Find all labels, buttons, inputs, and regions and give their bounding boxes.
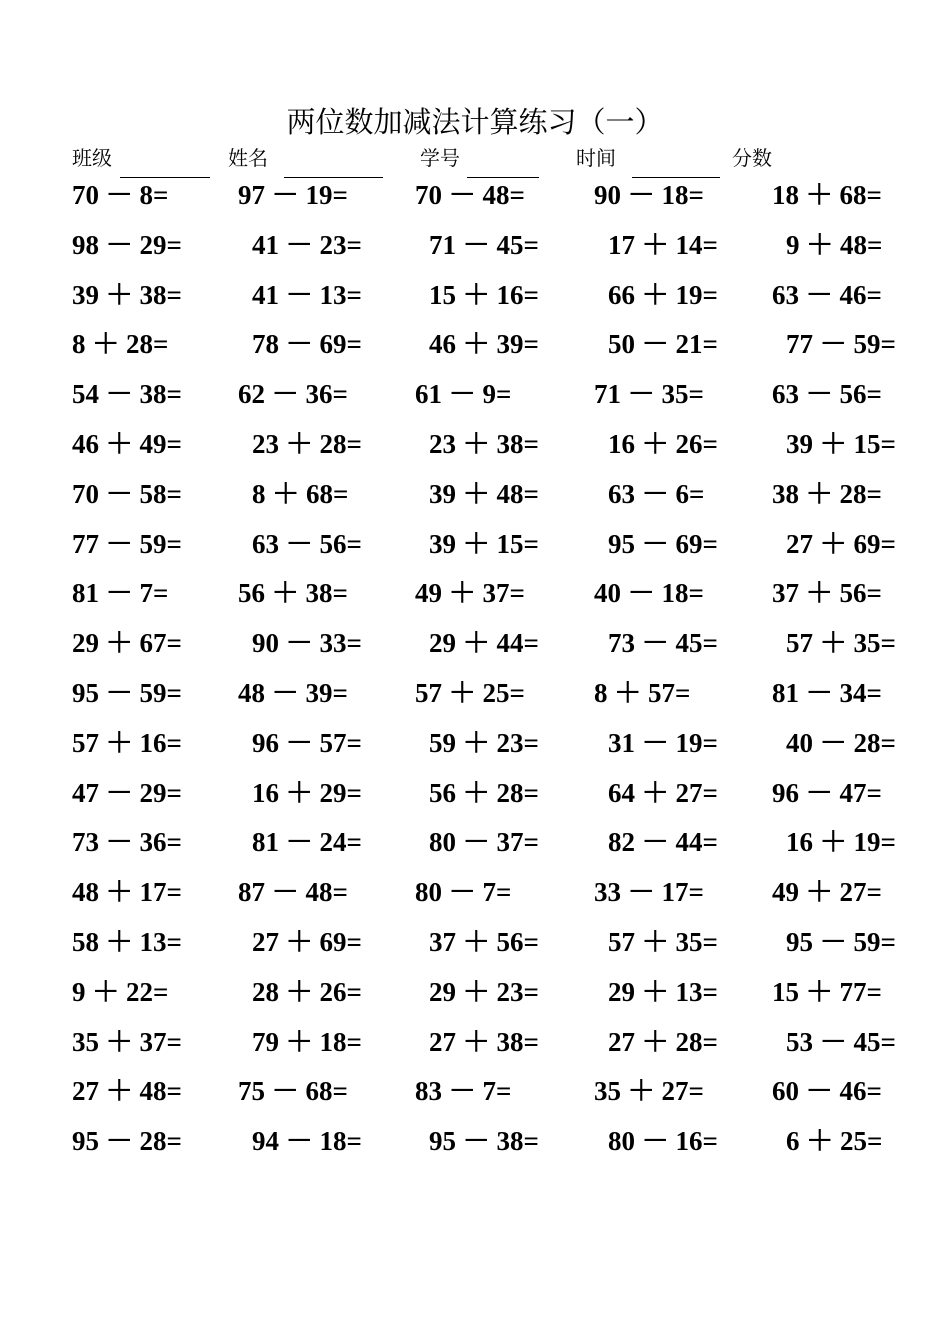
arithmetic-problem: 33 － 17= <box>594 877 704 908</box>
arithmetic-problem: 50 － 21= <box>608 329 718 360</box>
arithmetic-problem: 87 － 48= <box>238 877 348 908</box>
problem-row <box>0 522 950 572</box>
arithmetic-problem: 60 － 46= <box>772 1076 882 1107</box>
problem-row <box>0 223 950 273</box>
arithmetic-problem: 41 － 23= <box>252 229 362 260</box>
arithmetic-problem: 66 ＋ 19= <box>608 279 718 310</box>
arithmetic-problem: 75 － 68= <box>238 1076 348 1107</box>
arithmetic-problem: 29 ＋ 13= <box>608 976 718 1007</box>
time-label: 时间 <box>576 146 616 170</box>
arithmetic-problem: 73 － 36= <box>72 827 182 858</box>
arithmetic-problem: 63 － 56= <box>252 528 362 559</box>
arithmetic-problem: 6 ＋ 25= <box>786 1126 883 1157</box>
name-label: 姓名 <box>228 146 268 170</box>
arithmetic-problem: 56 ＋ 28= <box>429 777 539 808</box>
arithmetic-problem: 95 － 28= <box>72 1126 182 1157</box>
arithmetic-problem: 63 － 6= <box>608 478 705 509</box>
problem-grid <box>0 173 950 1169</box>
arithmetic-problem: 46 ＋ 49= <box>72 428 182 459</box>
arithmetic-problem: 27 ＋ 48= <box>72 1076 182 1107</box>
problem-row <box>0 422 950 472</box>
problem-row <box>0 273 950 323</box>
arithmetic-problem: 95 － 59= <box>786 926 896 957</box>
page-title: 两位数加减法计算练习（一） <box>286 105 664 139</box>
arithmetic-problem: 39 ＋ 48= <box>429 478 539 509</box>
arithmetic-problem: 37 ＋ 56= <box>429 926 539 957</box>
arithmetic-problem: 78 － 69= <box>252 329 362 360</box>
arithmetic-problem: 57 ＋ 25= <box>415 677 525 708</box>
problem-row <box>0 671 950 721</box>
arithmetic-problem: 73 － 45= <box>608 628 718 659</box>
arithmetic-problem: 77 － 59= <box>72 528 182 559</box>
class-label: 班级 <box>72 146 112 170</box>
arithmetic-problem: 58 ＋ 13= <box>72 926 182 957</box>
arithmetic-problem: 57 ＋ 35= <box>786 628 896 659</box>
arithmetic-problem: 27 ＋ 69= <box>786 528 896 559</box>
arithmetic-problem: 38 ＋ 28= <box>772 478 882 509</box>
arithmetic-problem: 80 － 16= <box>608 1126 718 1157</box>
arithmetic-problem: 79 ＋ 18= <box>252 1026 362 1057</box>
student-number-label: 学号 <box>420 146 460 170</box>
problem-row <box>0 1020 950 1070</box>
problem-row <box>0 920 950 970</box>
arithmetic-problem: 40 － 28= <box>786 727 896 758</box>
problem-row <box>0 472 950 522</box>
arithmetic-problem: 57 ＋ 16= <box>72 727 182 758</box>
arithmetic-problem: 64 ＋ 27= <box>608 777 718 808</box>
arithmetic-problem: 94 － 18= <box>252 1126 362 1157</box>
arithmetic-problem: 96 － 57= <box>252 727 362 758</box>
arithmetic-problem: 81 － 34= <box>772 677 882 708</box>
arithmetic-problem: 27 ＋ 38= <box>429 1026 539 1057</box>
arithmetic-problem: 40 － 18= <box>594 578 704 609</box>
arithmetic-problem: 37 ＋ 56= <box>772 578 882 609</box>
arithmetic-problem: 18 ＋ 68= <box>772 180 882 210</box>
arithmetic-problem: 47 － 29= <box>72 777 182 808</box>
arithmetic-problem: 63 － 56= <box>772 379 882 410</box>
arithmetic-problem: 39 ＋ 15= <box>429 528 539 559</box>
arithmetic-problem: 29 ＋ 23= <box>429 976 539 1007</box>
arithmetic-problem: 98 － 29= <box>72 229 182 260</box>
arithmetic-problem: 90 － 33= <box>252 628 362 659</box>
arithmetic-problem: 8 ＋ 57= <box>594 677 691 708</box>
problem-row <box>0 173 950 223</box>
problem-row <box>0 621 950 671</box>
arithmetic-problem: 54 － 38= <box>72 379 182 410</box>
arithmetic-problem: 48 ＋ 17= <box>72 877 182 908</box>
problem-row <box>0 970 950 1020</box>
arithmetic-problem: 46 ＋ 39= <box>429 329 539 360</box>
arithmetic-problem: 29 ＋ 44= <box>429 628 539 659</box>
problem-row <box>0 322 950 372</box>
arithmetic-problem: 31 － 19= <box>608 727 718 758</box>
arithmetic-problem: 28 ＋ 26= <box>252 976 362 1007</box>
arithmetic-problem: 49 ＋ 37= <box>415 578 525 609</box>
arithmetic-problem: 41 － 13= <box>252 279 362 310</box>
arithmetic-problem: 63 － 46= <box>772 279 882 310</box>
arithmetic-problem: 49 ＋ 27= <box>772 877 882 908</box>
problem-row <box>0 870 950 920</box>
arithmetic-problem: 82 － 44= <box>608 827 718 858</box>
arithmetic-problem: 39 ＋ 15= <box>786 428 896 459</box>
arithmetic-problem: 9 ＋ 48= <box>786 229 883 260</box>
arithmetic-problem: 53 － 45= <box>786 1026 896 1057</box>
arithmetic-problem: 95 － 69= <box>608 528 718 559</box>
arithmetic-problem: 97 － 19= <box>238 180 348 210</box>
arithmetic-problem: 27 ＋ 69= <box>252 926 362 957</box>
arithmetic-problem: 61 － 9= <box>415 379 512 410</box>
arithmetic-problem: 9 ＋ 22= <box>72 976 169 1007</box>
arithmetic-problem: 48 － 39= <box>238 677 348 708</box>
arithmetic-problem: 90 － 18= <box>594 180 704 210</box>
problem-row <box>0 820 950 870</box>
arithmetic-problem: 80 － 37= <box>429 827 539 858</box>
problem-row <box>0 1119 950 1169</box>
arithmetic-problem: 8 ＋ 68= <box>252 478 349 509</box>
arithmetic-problem: 77 － 59= <box>786 329 896 360</box>
arithmetic-problem: 15 ＋ 77= <box>772 976 882 1007</box>
arithmetic-problem: 96 － 47= <box>772 777 882 808</box>
arithmetic-problem: 62 － 36= <box>238 379 348 410</box>
arithmetic-problem: 81 － 7= <box>72 578 169 609</box>
arithmetic-problem: 23 ＋ 28= <box>252 428 362 459</box>
problem-row <box>0 571 950 621</box>
problem-row <box>0 372 950 422</box>
arithmetic-problem: 56 ＋ 38= <box>238 578 348 609</box>
arithmetic-problem: 16 ＋ 29= <box>252 777 362 808</box>
arithmetic-problem: 70 － 8= <box>72 180 169 210</box>
arithmetic-problem: 81 － 24= <box>252 827 362 858</box>
arithmetic-problem: 70 － 58= <box>72 478 182 509</box>
problem-row <box>0 1069 950 1119</box>
arithmetic-problem: 83 － 7= <box>415 1076 512 1107</box>
arithmetic-problem: 23 ＋ 38= <box>429 428 539 459</box>
arithmetic-problem: 8 ＋ 28= <box>72 329 169 360</box>
problem-row <box>0 771 950 821</box>
arithmetic-problem: 29 ＋ 67= <box>72 628 182 659</box>
arithmetic-problem: 17 ＋ 14= <box>608 229 718 260</box>
problem-row <box>0 721 950 771</box>
arithmetic-problem: 39 ＋ 38= <box>72 279 182 310</box>
arithmetic-problem: 95 － 38= <box>429 1126 539 1157</box>
arithmetic-problem: 71 － 35= <box>594 379 704 410</box>
arithmetic-problem: 16 ＋ 26= <box>608 428 718 459</box>
arithmetic-problem: 15 ＋ 16= <box>429 279 539 310</box>
arithmetic-problem: 70 － 48= <box>415 180 525 210</box>
arithmetic-problem: 59 ＋ 23= <box>429 727 539 758</box>
arithmetic-problem: 71 － 45= <box>429 229 539 260</box>
arithmetic-problem: 27 ＋ 28= <box>608 1026 718 1057</box>
arithmetic-problem: 80 － 7= <box>415 877 512 908</box>
arithmetic-problem: 35 ＋ 27= <box>594 1076 704 1107</box>
arithmetic-problem: 95 － 59= <box>72 677 182 708</box>
arithmetic-problem: 35 ＋ 37= <box>72 1026 182 1057</box>
arithmetic-problem: 16 ＋ 19= <box>786 827 896 858</box>
score-label: 分数 <box>732 146 772 170</box>
arithmetic-problem: 57 ＋ 35= <box>608 926 718 957</box>
